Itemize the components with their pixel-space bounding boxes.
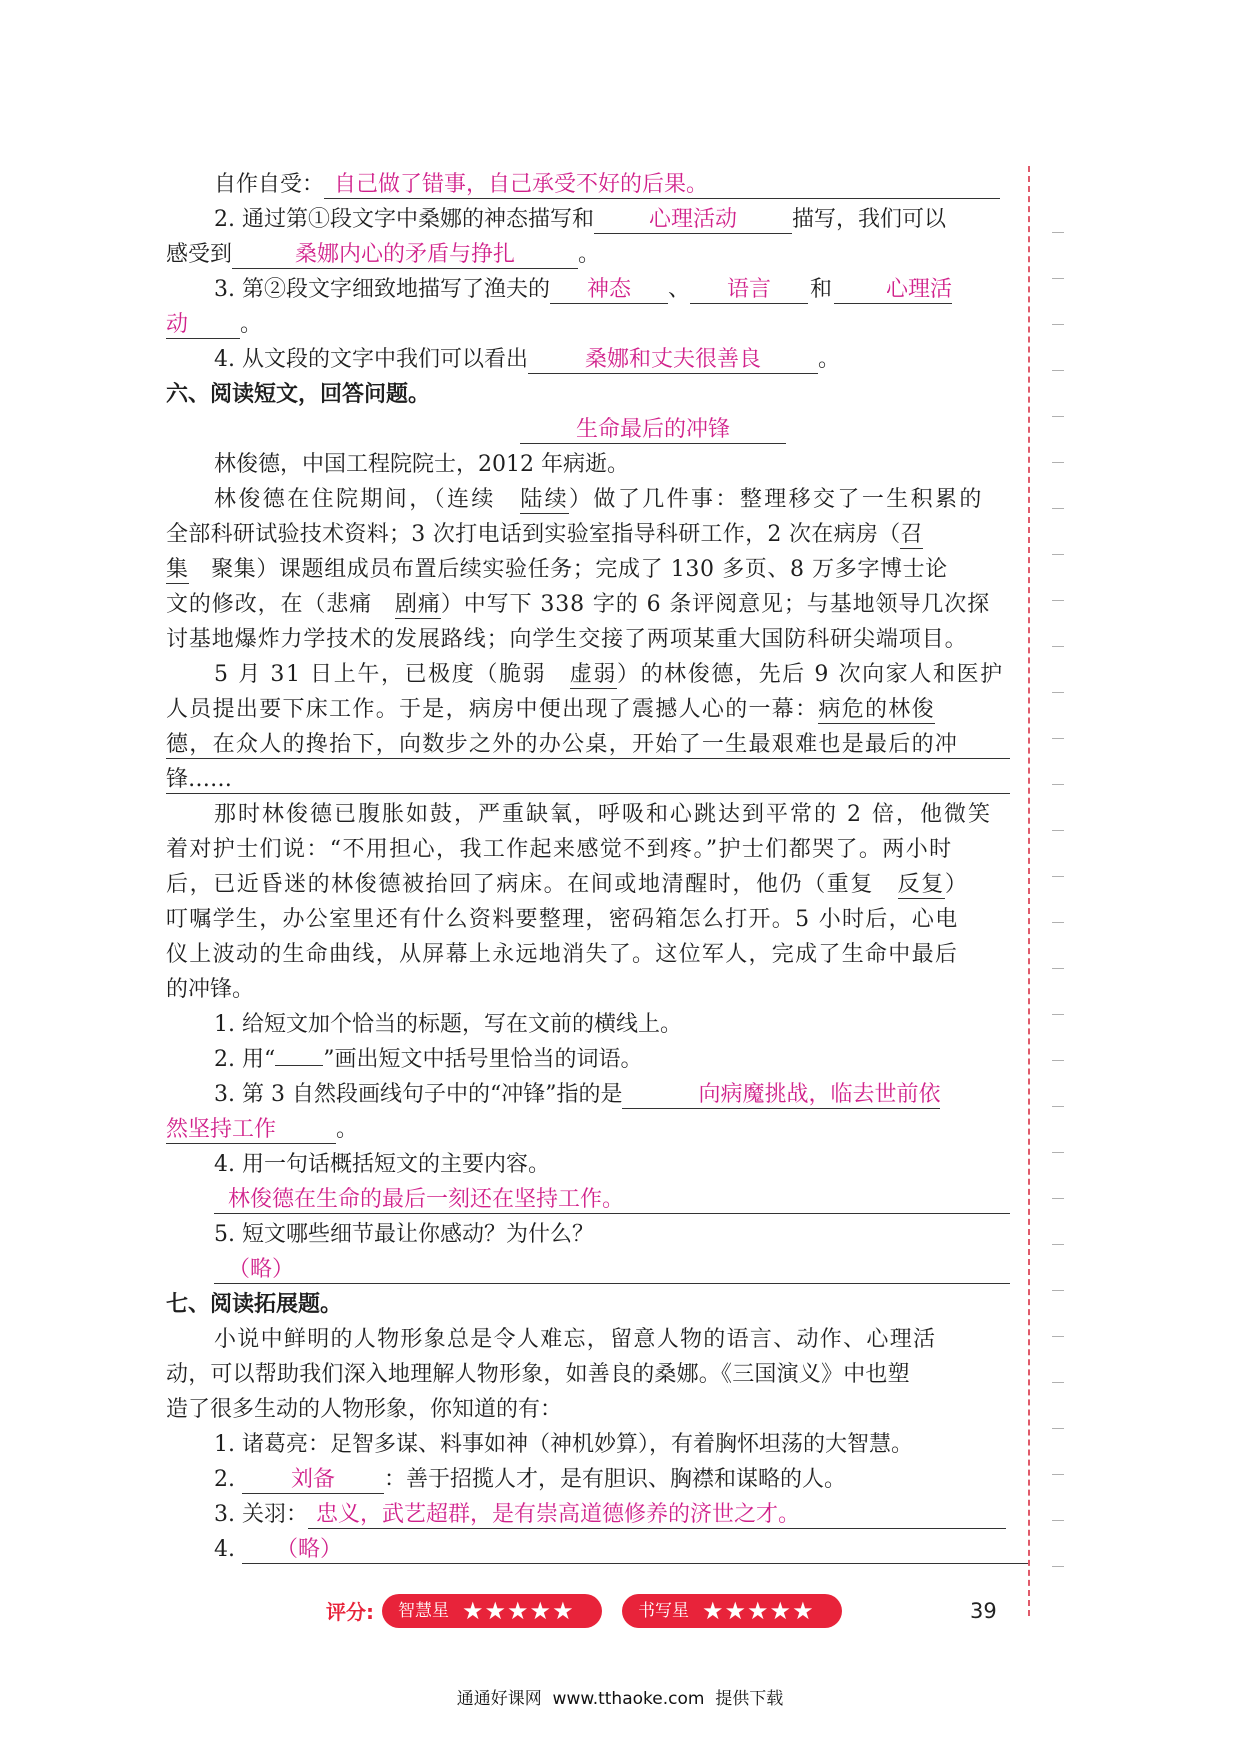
s6-q3-text: 3. 第 3 自然段画线句子中的“冲锋”指的是	[214, 1082, 623, 1107]
margin-tick	[1052, 370, 1064, 371]
q2-text: 2. 通过第①段文字中桑娜的神态描写和	[214, 207, 594, 232]
q3-end: 。	[240, 312, 263, 337]
margin-tick	[1052, 922, 1064, 923]
q3-line1	[166, 275, 1010, 305]
s6-q5-text: 5. 短文哪些细节最让你感动？为什么？	[214, 1222, 594, 1247]
passage-p2-l2	[166, 520, 1010, 550]
s7-p-l1	[166, 1325, 1010, 1355]
p4-choice: 反复	[897, 872, 945, 897]
s7-item4-answer: （略）	[242, 1537, 1028, 1564]
p2-text: 林俊德在住院期间，（连续	[214, 487, 521, 512]
wisdom-star-rating: ★★★★★	[462, 1597, 575, 1625]
q2-line2	[166, 240, 1010, 270]
q3-answer3: 心理活	[834, 277, 952, 304]
p2-choice-2-cont: 集	[166, 557, 189, 582]
q3-and: 和	[810, 277, 833, 302]
margin-tick	[1052, 1428, 1064, 1429]
q3-answer1: 神态	[550, 277, 668, 304]
s7-item3-label: 3. 关羽：	[214, 1502, 308, 1527]
s7-item1	[166, 1430, 1010, 1460]
s6-q3-answer: 向病魔挑战，临去世前依	[622, 1082, 940, 1109]
margin-tick	[1052, 1520, 1064, 1521]
p3-text: ）的林俊德，先后 9 次向家人和医护	[616, 662, 1004, 687]
p2-choice-2: 召	[900, 522, 923, 547]
passage-p2-l5: 讨基地爆炸力学技术的发展路线；向学生交接了两项某重大国防科研尖端项目。	[166, 627, 968, 652]
passage-p2-l1	[166, 485, 1010, 515]
passage-p2-l4	[166, 590, 1010, 620]
margin-tick	[1052, 462, 1064, 463]
s7-item2-num: 2.	[214, 1467, 235, 1492]
passage-title: 生命最后的冲锋	[520, 417, 786, 444]
s7-item2	[166, 1465, 1010, 1495]
q2-text2: 描写，我们可以	[792, 207, 947, 232]
q4-text: 4. 从文段的文字中我们可以看出	[214, 347, 528, 372]
margin-tick	[1052, 1152, 1064, 1153]
s6-q2-text2: ”画出短文中括号里恰当的词语。	[323, 1047, 643, 1072]
passage-p2-l3	[166, 555, 1010, 585]
q2-end: 。	[578, 242, 601, 267]
q2-answer1: 心理活动	[594, 207, 792, 234]
passage-p3-l3	[166, 730, 1010, 760]
s6-q3-l2	[166, 1115, 1010, 1145]
passage-p4-l3	[166, 870, 1010, 900]
q4-end: 。	[817, 347, 840, 372]
score-label: 评分:	[326, 1600, 374, 1624]
margin-tick	[1052, 1244, 1064, 1245]
margin-tick	[1052, 508, 1064, 509]
p3-underlined-sentence: 德，在众人的搀抬下，向数步之外的办公桌，开始了一生最艰难也是最后的冲	[166, 732, 1010, 759]
s7-text: 小说中鲜明的人物形象总是令人难忘，留意人物的语言、动作、心理活	[214, 1327, 937, 1352]
p3-text: 人员提出要下床工作。于是，病房中便出现了震撼人心的一幕：	[166, 697, 819, 722]
passage-p1	[166, 450, 1010, 480]
s6-q4-text: 4. 用一句话概括短文的主要内容。	[214, 1152, 550, 1177]
margin-tick	[1052, 784, 1064, 785]
underline-sample	[275, 1065, 323, 1066]
q4-answer: 桑娜和丈夫很善良	[528, 347, 818, 374]
margin-tick	[1052, 1474, 1064, 1475]
passage-p3-l4	[166, 765, 1010, 795]
p2-text: ）中写下 338 字的 6 条评阅意见；与基地领导几次探	[440, 592, 990, 617]
s7-item3	[166, 1500, 1010, 1530]
s6-q2	[166, 1045, 1010, 1075]
p1-text: 林俊德，中国工程院院士，2012 年病逝。	[214, 452, 629, 477]
margin-tick	[1052, 1382, 1064, 1383]
wisdom-star-label: 智慧星	[398, 1601, 449, 1621]
passage-p4-l4: 叮嘱学生，办公室里还有什么资料要整理，密码箱怎么打开。5 小时后，心电	[166, 907, 959, 932]
margin-tick	[1052, 738, 1064, 739]
passage-p4-l2: 着对护士们说：“不用担心，我工作起来感觉不到疼。”护士们都哭了。两小时	[166, 837, 953, 862]
s7-p-l3: 造了很多生动的人物形象，你知道的有：	[166, 1397, 563, 1422]
margin-dashed-line	[1028, 166, 1030, 1616]
margin-tick	[1052, 646, 1064, 647]
q2-answer2: 桑娜内心的矛盾与挣扎	[232, 242, 578, 269]
s6-q5-answer-line	[166, 1255, 1010, 1285]
margin-tick	[1052, 1014, 1064, 1015]
s7-item4	[166, 1535, 1010, 1565]
s6-q2-text: 2. 用“	[214, 1047, 276, 1072]
p4-text: 后，已近昏迷的林俊德被抬回了病床。在间或地清醒时，他仍（重复	[166, 872, 898, 897]
margin-tick	[1052, 278, 1064, 279]
margin-tick	[1052, 600, 1064, 601]
q3-answer2: 语言	[690, 277, 808, 304]
margin-tick	[1052, 968, 1064, 969]
passage-p4-l1	[166, 800, 1010, 830]
writing-star-rating: ★★★★★	[702, 1597, 815, 1625]
s7-item3-answer: 忠义，武艺超群，是有崇高道德修养的济世之才。	[308, 1502, 1006, 1529]
passage-p4-l5: 仪上波动的生命曲线，从屏幕上永远地消失了。这位军人，完成了生命中最后	[166, 942, 959, 967]
p3-underlined-sentence: 病危的林俊	[818, 697, 935, 722]
s6-q1	[166, 1010, 1010, 1040]
p2-text: 文的修改，在（悲痛	[166, 592, 396, 617]
q3-line2	[166, 310, 1010, 340]
margin-tick	[1052, 1198, 1064, 1199]
q2-line1	[166, 205, 1010, 235]
source-credit: 通通好课网 www.tthaoke.com 提供下载	[456, 1689, 784, 1709]
s6-q4-answer: 林俊德在生命的最后一刻还在坚持工作。	[214, 1187, 1010, 1214]
s7-item2-text: ：善于招揽人才，是有胆识、胸襟和谋略的人。	[384, 1467, 847, 1492]
section6-heading: 六、阅读短文，回答问题。	[166, 382, 431, 407]
p4-text: 那时林俊德已腹胀如鼓，严重缺氧，呼吸和心跳达到平常的 2 倍，他微笑	[214, 802, 992, 827]
q-zizuozishou	[166, 170, 1010, 200]
p2-text: 聚集）课题组成员布置后续实验任务；完成了 130 多页、8 万多字博士论	[188, 557, 948, 582]
margin-tick	[1052, 232, 1064, 233]
margin-tick	[1052, 416, 1064, 417]
p2-choice-1: 陆续	[520, 487, 570, 512]
s6-q5-answer: （略）	[214, 1257, 1010, 1284]
margin-tick	[1052, 324, 1064, 325]
margin-tick	[1052, 1106, 1064, 1107]
q2-text3: 感受到	[166, 242, 233, 267]
margin-tick	[1052, 876, 1064, 877]
p3-choice: 虚弱	[569, 662, 617, 687]
passage-title-row	[166, 415, 1010, 445]
s6-q3-end: 。	[336, 1117, 359, 1142]
section7-heading: 七、阅读拓展题。	[166, 1292, 343, 1317]
margin-tick	[1052, 1060, 1064, 1061]
wisdom-star-badge	[382, 1594, 602, 1628]
s7-item2-answer: 刘备	[242, 1467, 384, 1494]
q3-sep: 、	[668, 277, 691, 302]
p2-text: 全部科研试验技术资料；3 次打电话到实验室指导科研工作，2 次在病房（	[166, 522, 901, 547]
q3-answer3-cont: 动	[166, 312, 240, 339]
p4-text: ）	[944, 872, 969, 897]
q3-text: 3. 第②段文字细致地描写了渔夫的	[214, 277, 550, 302]
q1-label: 自作自受：	[214, 172, 325, 197]
p3-underlined-sentence: 锋……	[166, 767, 1010, 794]
passage-p3-l1	[166, 660, 1010, 690]
p2-choice-3: 剧痛	[395, 592, 441, 617]
s7-p-l2: 动，可以帮助我们深入地理解人物形象，如善良的桑娜。《三国演义》中也塑	[166, 1362, 910, 1387]
margin-tick	[1052, 1290, 1064, 1291]
q4-line	[166, 345, 1010, 375]
s7-item1-text: 1. 诸葛亮：足智多谋、料事如神（神机妙算），有着胸怀坦荡的大智慧。	[214, 1432, 913, 1457]
s6-q3-l1	[166, 1080, 1010, 1110]
margin-tick	[1052, 1336, 1064, 1337]
s6-q3-answer-cont: 然坚持工作	[166, 1117, 336, 1144]
p2-text: ）做了几件事：整理移交了一生积累的	[569, 487, 984, 512]
q1-answer: 自己做了错事，自己承受不好的后果。	[324, 172, 1000, 199]
s6-q1-text: 1. 给短文加个恰当的标题，写在文前的横线上。	[214, 1012, 682, 1037]
writing-star-label: 书写星	[638, 1601, 689, 1621]
passage-p4-l6: 的冲锋。	[166, 977, 255, 1002]
margin-tick	[1052, 830, 1064, 831]
margin-tick	[1052, 554, 1064, 555]
margin-tick	[1052, 692, 1064, 693]
writing-star-badge	[622, 1594, 842, 1628]
s7-item4-num: 4.	[214, 1537, 235, 1562]
p3-text: 5 月 31 日上午，已极度（脆弱	[214, 662, 570, 687]
margin-tick	[1052, 1566, 1064, 1567]
s6-q5	[166, 1220, 1010, 1250]
passage-p3-l2	[166, 695, 1010, 725]
s6-q4	[166, 1150, 1010, 1180]
page-number: 39	[970, 1599, 997, 1623]
s6-q4-answer-line	[166, 1185, 1010, 1215]
